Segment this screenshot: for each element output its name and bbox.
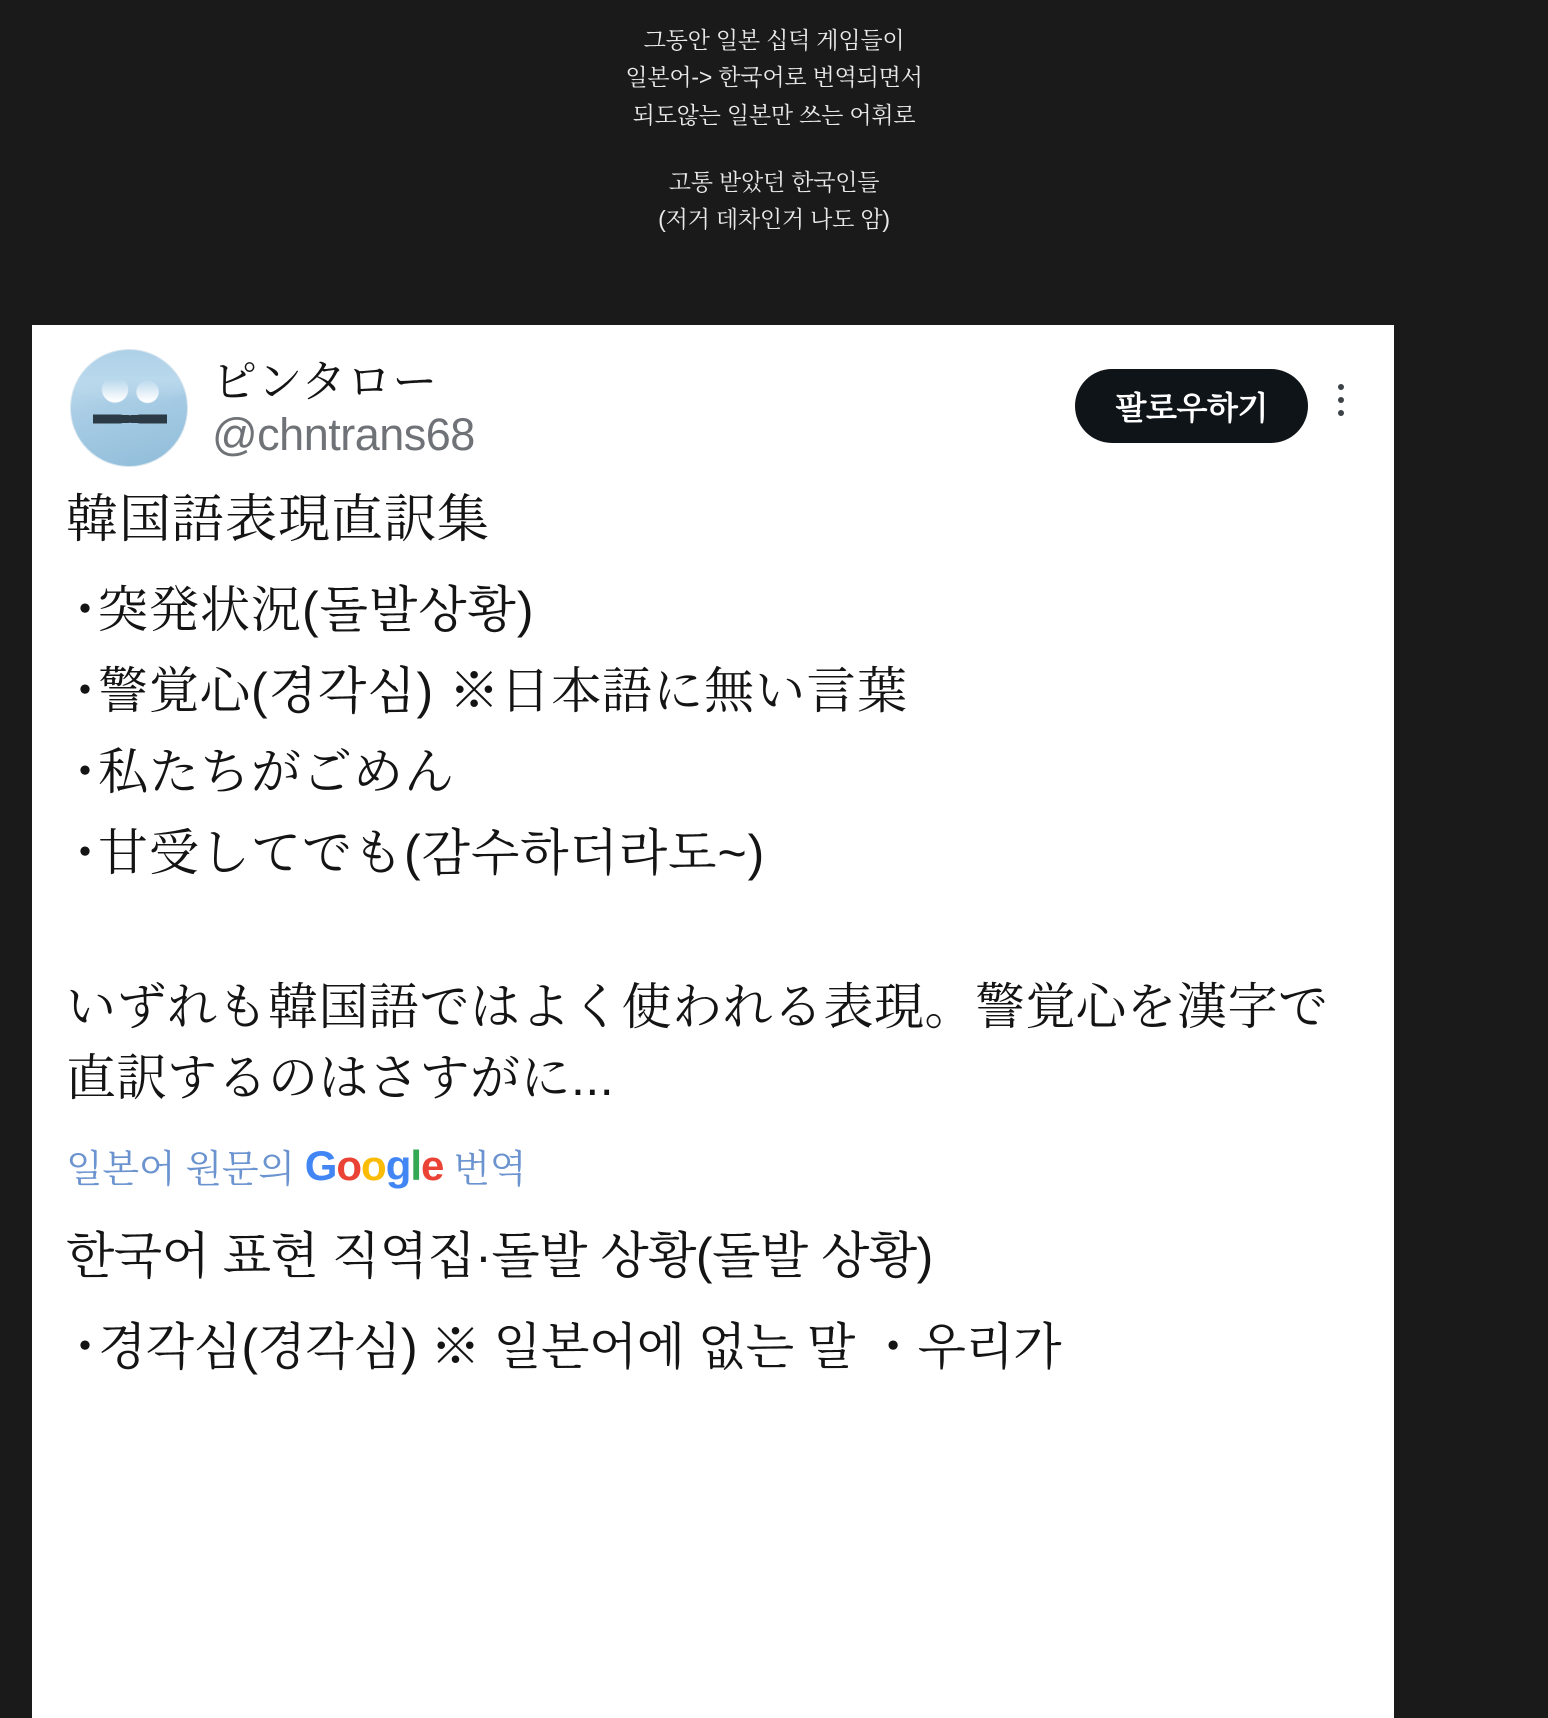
- tweet-body: [32, 467, 1394, 1385]
- list-item: ・ 甘受してでも(감수하더라도~): [66, 813, 1360, 894]
- list-item: ・ 私たちがごめん: [66, 732, 1360, 813]
- list-item: ・ 突発状況(돌발상황): [66, 570, 1360, 651]
- more-options-icon[interactable]: [1326, 377, 1356, 423]
- tweet-paragraph: いずれも韓国語ではよく使われる表現。警覚心を漢字で直訳するのはさすがに...: [66, 979, 1329, 1107]
- dot-1: [1338, 384, 1344, 390]
- caption-spacer: [0, 134, 1548, 164]
- google-logo-icon: Google: [304, 1141, 444, 1189]
- caption-line-3: 되도않는 일본만 쓰는 어휘로: [632, 101, 916, 128]
- list-item: ・ 警覚心(경각심) ※日本語に無い言葉: [66, 651, 1360, 732]
- caption-line-4: 고통 받았던 한국인들: [668, 168, 880, 195]
- translate-prefix: 일본어 원문의: [66, 1149, 295, 1192]
- author-names: [212, 349, 475, 461]
- display-name[interactable]: ピンタロー: [212, 356, 438, 407]
- tweet-header: [32, 325, 1394, 467]
- avatar[interactable]: [70, 349, 188, 467]
- caption-line-5: (저거 데차인거 나도 암): [658, 206, 890, 232]
- caption-line-2: 일본어-> 한국어로 번역되면서: [625, 64, 923, 91]
- google-translate-link[interactable]: [66, 1138, 1360, 1193]
- top-caption: [0, 0, 1548, 238]
- translated-bullet: ・ 경각심(경각심) ※ 일본어에 없는 말 ・우리가: [66, 1310, 1360, 1385]
- dot-3: [1338, 410, 1344, 416]
- follow-button[interactable]: 팔로우하기: [1075, 369, 1308, 443]
- translated-title: 한국어 표현 직역집·돌발 상황(돌발 상황): [66, 1228, 933, 1285]
- handle[interactable]: @chntrans68: [212, 409, 475, 461]
- japanese-term-list: [66, 570, 1360, 894]
- translate-suffix: 번역: [453, 1149, 527, 1192]
- dot-2: [1338, 397, 1344, 403]
- caption-line-1: 그동안 일본 십덕 게임들이: [643, 27, 905, 53]
- tweet-card: [32, 325, 1394, 1718]
- tweet-title: 韓国語表現直訳集: [66, 491, 491, 549]
